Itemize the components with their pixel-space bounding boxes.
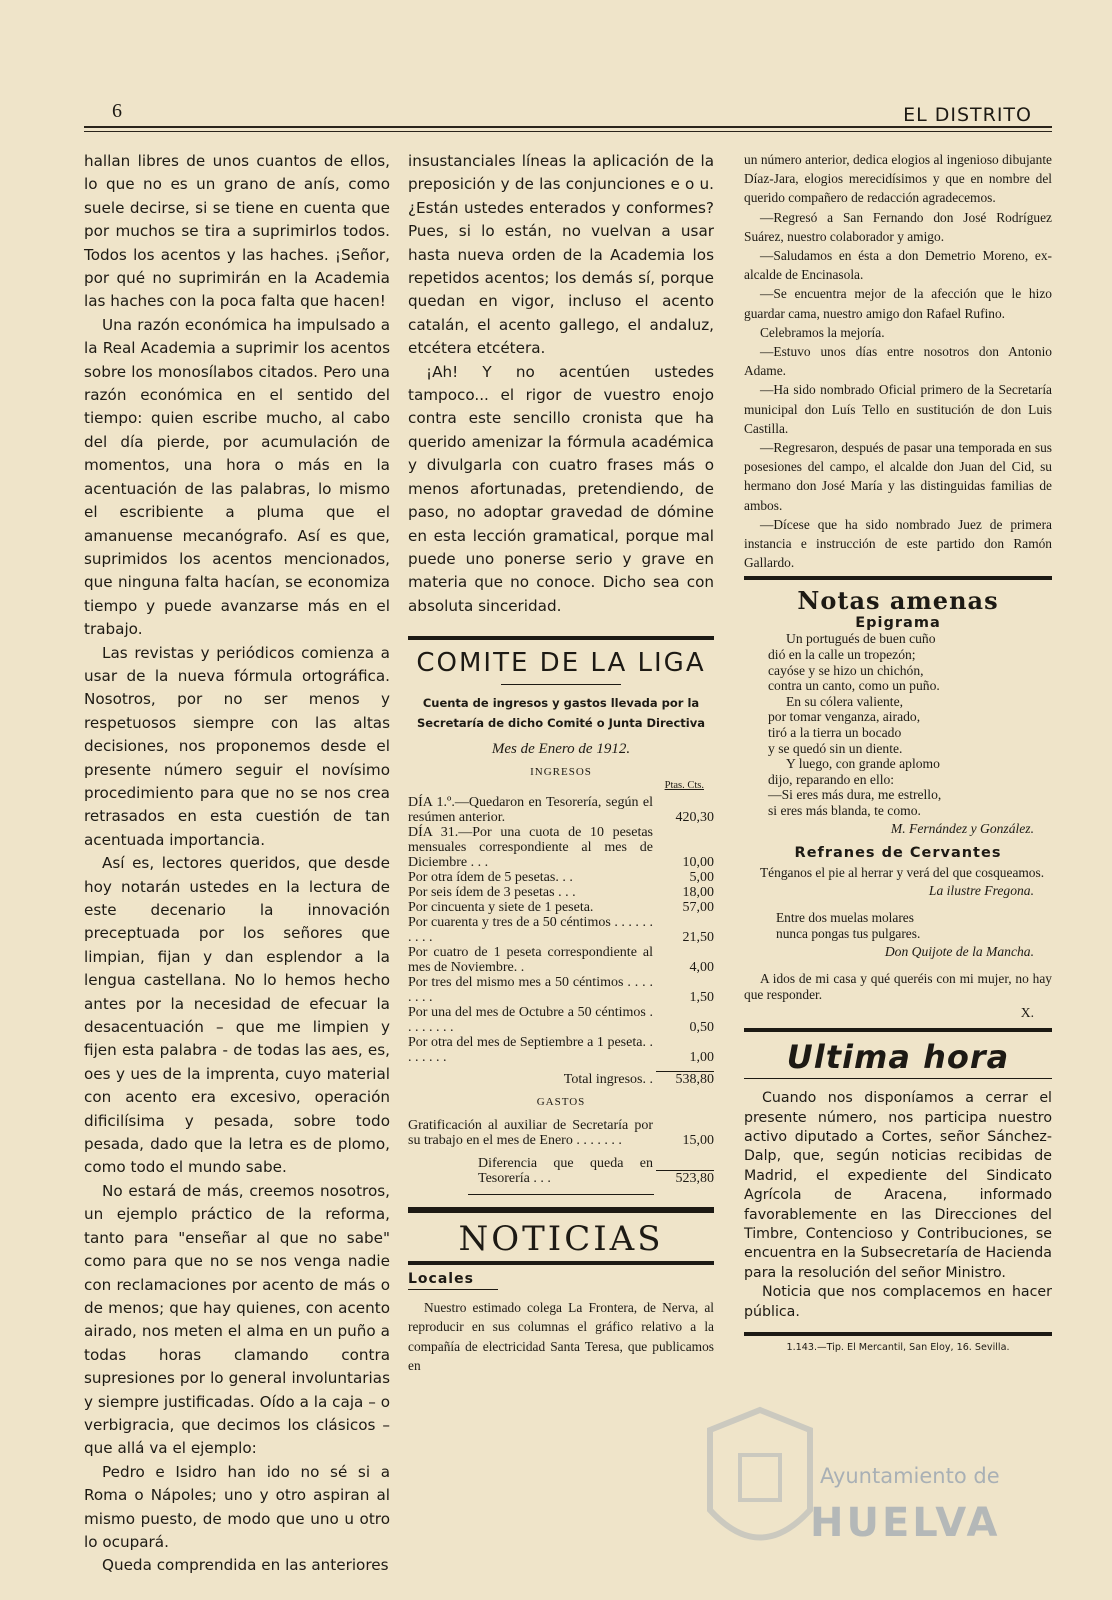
news-paragraph: —Se encuentra mejor de la afección que le hizo guardar cama, nuestro amigo don Rafael Rufino. <box>744 286 1052 321</box>
ledger-amount: 1,50 <box>689 990 714 1006</box>
currency-column-heads: Ptas. Cts. <box>664 780 704 792</box>
refran: A idos de mi casa y qué queréis con mi mujer, no hay que responder. <box>744 971 1052 1002</box>
ingresos-heading: INGRESOS <box>530 766 592 779</box>
ledger-difference <box>408 1156 714 1186</box>
column-2 <box>408 150 714 1375</box>
column-1 <box>84 150 390 1578</box>
page-number: 6 <box>112 100 122 122</box>
section-rule <box>744 576 1052 580</box>
ledger-desc: Por tres del mismo mes a 50 céntimos . . . . . . . . <box>408 975 653 1006</box>
ledger-desc: Por otra del mes de Septiembre a 1 peseta. . . . . . . . <box>408 1035 653 1066</box>
news-list <box>744 150 1052 572</box>
poem-line: si eres más blanda, te como. <box>768 803 921 818</box>
refran-line: Entre dos muelas molares <box>776 909 914 925</box>
refran-source: Don Quijote de la Mancha. <box>884 943 1034 959</box>
ledger-month: Mes de Enero de 1912. <box>491 741 631 758</box>
ledger-amount: 10,00 <box>682 855 714 871</box>
col1-paragraph: hallan libres de unos cuantos de ellos, lo que no es un grano de anís, como suele decirse, si se tiene en cuenta que por muchos se tira a suprimirlos todos. Todos los acentos y las haches. ¡Señor, por qué no suprimirán en la Academia las haches con la poca falta que hacen! <box>84 152 390 311</box>
news-paragraph: —Saludamos en ésta a don Demetrio Moreno, ex-alcalde de Encinasola. <box>744 248 1052 283</box>
news-paragraph: —Dícese que ha sido nombrado Juez de primera instancia e instrucción de este partido don Ramón Gallardo. <box>744 516 1052 571</box>
section-rule <box>408 1207 714 1213</box>
poem-line: Un portugués de buen cuño <box>786 631 936 647</box>
ledger-desc: Por otra ídem de 5 pesetas. . . <box>408 870 573 886</box>
refran-line: nunca pongas tus pulgares. <box>776 925 921 941</box>
ledger-row <box>408 870 714 885</box>
ledger-amount: 420,30 <box>675 810 714 826</box>
ledger-end-rule <box>468 1194 654 1195</box>
poem-line: En su cólera valiente, <box>786 693 904 709</box>
ledger-row <box>408 795 714 825</box>
poem-line: dijo, reparando en ello: <box>768 771 895 787</box>
news-paragraph: —Estuvo unos días entre nosotros don Antonio Adame. <box>744 344 1052 379</box>
header-rule <box>84 126 1052 132</box>
ultima-paragraph: Cuando nos disponíamos a cerrar el presente número, nos participa nuestro activo diputado a Cortes, señor Sánchez-Dalp, que, según noticias recibidas de Madrid, el expediente del Sindicato Agrícola de Aracena, informado favorablemente en las Direcciones del Timbre, Contencioso y Contribuciones, se encuentra en la Subsecretaría de Hacienda para la resolución del señor Ministro. <box>744 1090 1052 1281</box>
noticias-title: NOTICIAS <box>458 1219 664 1260</box>
ledger-row <box>408 1118 714 1148</box>
ledger-amount: 5,00 <box>689 870 714 886</box>
ledger-total <box>408 1071 714 1087</box>
refranes-list <box>744 865 1052 1023</box>
col2-paragraph: insustanciales líneas la aplicación de la preposición y de las conjunciones e o u. ¿Están ustedes enterados y conformes? Pues, si lo están, no vuelvan a usar hasta nueva orden de la Academia los repetidos acentos; los demás sí, porque quedan en vigor, incluso el acento catalán, el acento gallego, el andaluz, etcétera etcétera. <box>408 152 714 358</box>
poem-line: dió en la calle un tropezón; <box>768 647 916 663</box>
watermark-line: Ayuntamiento de <box>820 1464 1000 1488</box>
watermark-line: HUELVA <box>810 1500 1001 1546</box>
col1-paragraph: Una razón económica ha impulsado a la Real Academia a suprimir los acentos sobre los monosílabos citados. Pero una razón económica en el sentido del tiempo: quien escribe mucho, al cabo del día pierde, por acumulación de momentos, una hora o más en la acentuación de las palabras, lo mismo el escribiente a pluma que el amanuense mecanógrafo. Así es que, suprimidos los acentos mencionados, que ninguna falta hacían, se economiza tiempo y puede avanzarse más en el trabajo. <box>84 315 390 639</box>
poem-line: —Si eres más dura, me estrello, <box>768 787 942 803</box>
ledger-row <box>408 885 714 900</box>
poem-line: Y luego, con grande aplomo <box>786 756 940 772</box>
title-rule <box>744 1078 1052 1079</box>
ledger-row <box>408 825 714 870</box>
section-rule <box>408 636 714 640</box>
ledger-desc: Por cincuenta y siete de 1 peseta. <box>408 900 594 916</box>
col1-paragraph: Queda comprendida en las anteriores <box>102 1556 389 1575</box>
ledger-row <box>408 1035 714 1065</box>
ledger-amount: 21,50 <box>682 930 714 946</box>
col1-paragraph: Las revistas y periódicos comienza a usar de la nueva fórmula ortográfica. Nosotros, por no ser menos y respetuosos siempre con las altas decisiones, nos proponemos desde el presente número seguir el novísimo procedimiento para que no se nos crea retrasados en esta cuestión de tan acentuada importancia. <box>84 643 390 849</box>
ledger-desc: Gratificación al auxiliar de Secretaría por su trabajo en el mes de Enero . . . . . . . <box>408 1118 653 1149</box>
col1-paragraph: Pedro e Isidro han ido no sé si a Roma o Nápoles; uno y otro aspiran al mismo puesto, de modo que uno u otro lo ocupará. <box>84 1462 390 1551</box>
poem-line: por tomar venganza, airado, <box>768 709 921 725</box>
total-amount: 538,80 <box>656 1071 714 1087</box>
refranes-heading: Refranes de Cervantes <box>794 844 1002 861</box>
ledger-desc: Por una del mes de Octubre a 50 céntimos . . . . . . . . <box>408 1005 653 1036</box>
epigrama-heading: Epigrama <box>855 615 941 632</box>
ledger-desc: DÍA 1.º.—Quedaron en Tesorería, según el resúmen anterior. <box>408 795 653 826</box>
poem-signature: M. Fernández y González. <box>890 820 1034 836</box>
ultima-hora-body <box>744 1089 1052 1322</box>
refran-source: La ilustre Fregona. <box>928 882 1034 898</box>
ledger-row <box>408 945 714 975</box>
col1-paragraph: No estará de más, creemos nosotros, un ejemplo práctico de la reforma, tanto para "enseñar al que no sabe" como para que no se nos venga nadie con reclamaciones por acento de más o de menos; que hay quienes, con acento airado, nos meten el alma en un puño a todas horas clamando contra supresiones por lo general involuntarias y siempre justificadas. Oído a la caja – o verbigracia, que decimos los clásicos – que allá va el ejemplo: <box>84 1181 390 1458</box>
title-underline <box>501 684 621 685</box>
ledger-row <box>408 915 714 945</box>
col2-paragraph: ¡Ah! Y no acentúen ustedes tampoco... el rigor de vuestro enojo contra este sencillo cronista que ha querido amenizar la fórmula académica y divulgarla con cuatro frases más o menos afortunadas, pretendiendo, de paso, no adoptar gravedad de dómine en esta lección gramatical, porque mal puede uno ponerse serio y grave en materia que no conoce. Dicho sea con absoluta sinceridad. <box>408 362 714 615</box>
amenas-title: Notas amenas <box>797 586 999 616</box>
locales-underline <box>408 1289 498 1290</box>
ledger-desc: DÍA 31.—Por una cuota de 10 pesetas mensuales correspondiente al mes de Diciembre . . . <box>408 825 653 871</box>
poem-line: contra un canto, como un puño. <box>768 678 940 694</box>
ledger-ingresos <box>408 795 714 1186</box>
ledger-row <box>408 1005 714 1035</box>
ledger-amount: 15,00 <box>682 1133 714 1149</box>
ledger-row <box>408 975 714 1005</box>
ledger-amount: 57,00 <box>682 900 714 916</box>
difference-label: Diferencia que queda en Tesorería . . . <box>478 1156 653 1187</box>
col1-paragraph: Así es, lectores queridos, que desde hoy notarán ustedes en la lectura de este decenario la innovación preceptuada por los señores que limpian, fijan y dan esplendor a la lengua castellana. No lo hemos hecho antes por la necesidad de efecuar la desacentuación – que me limpien y fijen esta palabra - de todas las aes, es, oes y ues de la imprenta, cuyo material con acento era excesivo, operación dificilísima y pesada, sobre todo pesada, dado que la letra es de plomo, como todo el mundo sabe. <box>84 854 390 1177</box>
ledger-amount: 4,00 <box>689 960 714 976</box>
news-paragraph: —Ha sido nombrado Oficial primero de la Secretaría municipal don Luís Tello en sustitución de don Luis Castilla. <box>744 382 1052 436</box>
printer-imprint: 1.143.—Tip. El Mercantil, San Eloy, 16. Sevilla. <box>786 1342 1010 1354</box>
footer-rule <box>744 1332 1052 1336</box>
ledger-amount: 18,00 <box>682 885 714 901</box>
total-label: Total ingresos. . <box>563 1072 653 1088</box>
masthead: EL DISTRITO <box>903 104 1032 126</box>
ledger-desc: Por seis ídem de 3 pesetas . . . <box>408 885 576 901</box>
gastos-heading: GASTOS <box>536 1096 586 1109</box>
ledger-desc: Por cuatro de 1 peseta correspondiente al mes de Noviembre. . <box>408 945 653 976</box>
locales-heading: Locales <box>408 1271 474 1288</box>
news-paragraph: Nuestro estimado colega La Frontera, de Nerva, al reproducir en sus columnas el gráfico relativo a la compañía de electricidad Santa Teresa, que publicamos en <box>408 1300 714 1373</box>
news-paragraph: —Regresaron, después de pasar una temporada en sus posesiones del campo, el alcalde don Juan del Cid, su hermano don José María y las distinguidas familias de ambos. <box>744 440 1052 513</box>
news-paragraph: un número anterior, dedica elogios al ingenioso dibujante Díaz-Jara, elogios merecidísimos y que en nombre del querido compañero de redacción agradecemos. <box>744 152 1052 206</box>
ledger-amount: 0,50 <box>689 1020 714 1036</box>
poem-line: tiró a la tierra un bocado <box>768 725 902 741</box>
epigram-poem <box>744 631 1052 818</box>
ultima-paragraph: Noticia que nos complacemos en hacer pública. <box>744 1284 1052 1320</box>
ledger-row <box>408 900 714 915</box>
news-paragraph: Celebramos la mejoría. <box>760 324 885 340</box>
ledger-amount: 1,00 <box>689 1050 714 1066</box>
section-rule <box>408 1261 714 1265</box>
section-rule <box>744 1028 1052 1032</box>
difference-amount: 523,80 <box>656 1170 714 1186</box>
refran-signature: X. <box>1020 1005 1034 1020</box>
liga-title: COMITE DE LA LIGA <box>416 648 706 679</box>
poem-line: y se quedó sin un diente. <box>768 740 903 756</box>
poem-line: cayóse y se hizo un chichón, <box>768 662 924 678</box>
ledger-desc: Por cuarenta y tres de a 50 céntimos . . . . . . . . . . <box>408 915 653 946</box>
liga-subtitle: Secretaría de dicho Comité o Junta Directiva <box>417 716 705 731</box>
column-3 <box>744 150 1052 1353</box>
liga-subtitle: Cuenta de ingresos y gastos llevada por la <box>422 696 700 711</box>
news-paragraph: —Regresó a San Fernando don José Rodríguez Suárez, nuestro colaborador y amigo. <box>744 209 1052 244</box>
ultima-hora-title: Ultima hora <box>786 1038 1010 1077</box>
refran: Ténganos el pie al herrar y verá del que cosqueamos. <box>760 864 1045 880</box>
